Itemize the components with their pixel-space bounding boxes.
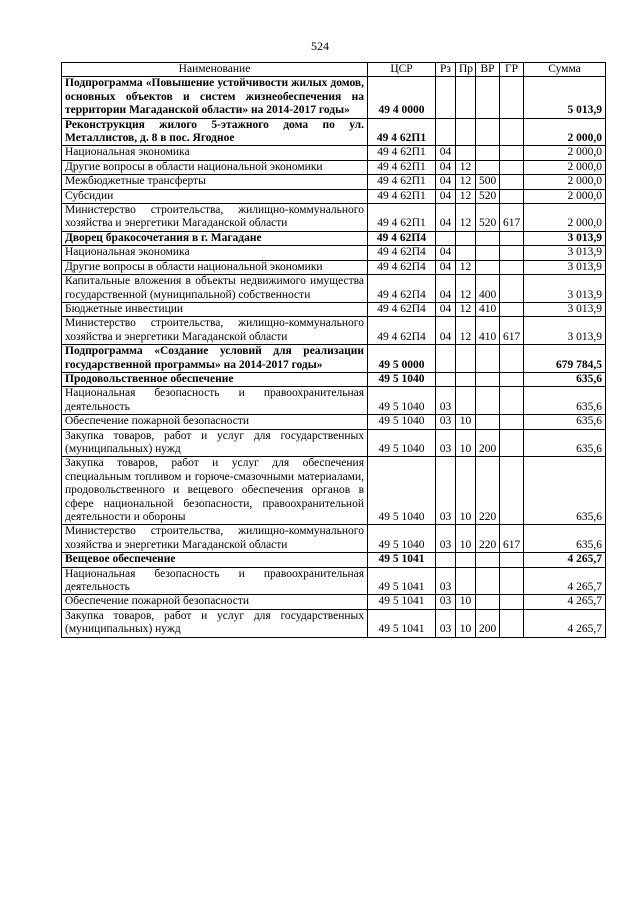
cell-name: Национальная безопасность и правоохранительная деятельность [62, 567, 368, 595]
cell-code: 49 5 1041 [368, 567, 436, 595]
table-row [62, 429, 606, 457]
table-row [62, 275, 606, 303]
cell-sum: 5 013,9 [524, 77, 606, 118]
cell-pr: 10 [456, 595, 476, 609]
cell-sum: 635,6 [524, 415, 606, 429]
cell-vr [476, 595, 500, 609]
cell-vr [476, 146, 500, 160]
cell-sum: 4 265,7 [524, 553, 606, 567]
cell-code: 49 5 1041 [368, 609, 436, 637]
cell-gr [500, 567, 524, 595]
cell-vr [476, 160, 500, 174]
cell-pr: 12 [456, 204, 476, 232]
cell-rz [436, 118, 456, 146]
cell-gr [500, 415, 524, 429]
cell-sum: 2 000,0 [524, 204, 606, 232]
cell-code: 49 4 62П4 [368, 231, 436, 245]
cell-code: 49 4 62П1 [368, 189, 436, 203]
cell-name: Межбюджетные трансферты [62, 175, 368, 189]
cell-name: Закупка товаров, работ и услуг для государственных (муниципальных) нужд [62, 609, 368, 637]
cell-code: 49 4 62П4 [368, 246, 436, 260]
cell-name: Вещевое обеспечение [62, 553, 368, 567]
cell-gr [500, 231, 524, 245]
cell-rz: 04 [436, 317, 456, 345]
cell-gr [500, 77, 524, 118]
table-row [62, 415, 606, 429]
cell-pr: 12 [456, 160, 476, 174]
cell-gr [500, 372, 524, 386]
cell-name: Другие вопросы в области национальной экономики [62, 260, 368, 274]
cell-name: Реконструкция жилого 5-этажного дома по ул. Металлистов, д. 8 в пос. Ягодное [62, 118, 368, 146]
cell-vr: 200 [476, 429, 500, 457]
cell-vr [476, 231, 500, 245]
cell-sum: 635,6 [524, 525, 606, 553]
cell-sum: 635,6 [524, 387, 606, 415]
table-row [62, 77, 606, 118]
cell-name: Подпрограмма «Повышение устойчивости жилых домов, основных объектов и систем жизнеобеспечения на территории Магаданской области» на 2014-2017 годы» [62, 77, 368, 118]
table-row [62, 372, 606, 386]
cell-vr: 520 [476, 204, 500, 232]
cell-code: 49 5 1040 [368, 415, 436, 429]
cell-vr [476, 260, 500, 274]
cell-name: Обеспечение пожарной безопасности [62, 595, 368, 609]
header-vr: ВР [476, 63, 500, 77]
cell-rz [436, 345, 456, 373]
cell-code: 49 5 1040 [368, 372, 436, 386]
cell-name: Субсидии [62, 189, 368, 203]
header-code: ЦСР [368, 63, 436, 77]
cell-gr [500, 189, 524, 203]
cell-code: 49 4 62П4 [368, 302, 436, 316]
cell-sum: 3 013,9 [524, 260, 606, 274]
cell-pr: 10 [456, 457, 476, 525]
cell-rz: 04 [436, 189, 456, 203]
cell-code: 49 4 0000 [368, 77, 436, 118]
table-row [62, 553, 606, 567]
cell-name: Продовольственное обеспечение [62, 372, 368, 386]
table-row [62, 189, 606, 203]
cell-gr [500, 553, 524, 567]
cell-name: Закупка товаров, работ и услуг для обеспечения специальным топливом и горюче-смазочными материалами, продовольственного и вещевого обеспечения органов в сфере национальной безопасности, правоохранительной деятельности и обороны [62, 457, 368, 525]
cell-vr [476, 118, 500, 146]
cell-gr [500, 609, 524, 637]
cell-gr [500, 175, 524, 189]
cell-gr [500, 260, 524, 274]
cell-code: 49 4 62П4 [368, 275, 436, 303]
cell-gr: 617 [500, 317, 524, 345]
cell-code: 49 4 62П1 [368, 118, 436, 146]
cell-pr [456, 345, 476, 373]
cell-code: 49 5 1041 [368, 553, 436, 567]
cell-vr: 220 [476, 457, 500, 525]
cell-gr [500, 302, 524, 316]
cell-code: 49 5 1040 [368, 457, 436, 525]
cell-gr: 617 [500, 525, 524, 553]
cell-sum: 2 000,0 [524, 146, 606, 160]
cell-sum: 679 784,5 [524, 345, 606, 373]
cell-name: Обеспечение пожарной безопасности [62, 415, 368, 429]
cell-rz: 04 [436, 160, 456, 174]
cell-pr [456, 553, 476, 567]
cell-name: Закупка товаров, работ и услуг для государственных (муниципальных) нужд [62, 429, 368, 457]
cell-vr: 400 [476, 275, 500, 303]
cell-gr: 617 [500, 204, 524, 232]
cell-sum: 4 265,7 [524, 595, 606, 609]
cell-rz: 03 [436, 415, 456, 429]
page-number: 524 [311, 39, 329, 53]
cell-rz: 04 [436, 204, 456, 232]
cell-sum: 2 000,0 [524, 118, 606, 146]
cell-vr: 500 [476, 175, 500, 189]
cell-code: 49 5 1040 [368, 525, 436, 553]
cell-name: Министерство строительства, жилищно-коммунального хозяйства и энергетики Магаданской области [62, 204, 368, 232]
cell-gr [500, 457, 524, 525]
cell-vr: 410 [476, 317, 500, 345]
table-row [62, 118, 606, 146]
cell-pr: 10 [456, 609, 476, 637]
table-row [62, 345, 606, 373]
cell-name: Бюджетные инвестиции [62, 302, 368, 316]
cell-rz [436, 553, 456, 567]
cell-gr [500, 595, 524, 609]
cell-code: 49 4 62П1 [368, 160, 436, 174]
budget-table [61, 62, 606, 638]
cell-vr [476, 553, 500, 567]
cell-sum: 3 013,9 [524, 302, 606, 316]
cell-pr: 12 [456, 189, 476, 203]
header-pr: Пр [456, 63, 476, 77]
table-row [62, 595, 606, 609]
cell-sum: 635,6 [524, 457, 606, 525]
cell-vr [476, 345, 500, 373]
cell-pr [456, 387, 476, 415]
cell-rz: 03 [436, 429, 456, 457]
cell-gr [500, 246, 524, 260]
cell-sum: 2 000,0 [524, 189, 606, 203]
cell-pr: 12 [456, 302, 476, 316]
cell-rz: 03 [436, 457, 456, 525]
cell-sum: 3 013,9 [524, 275, 606, 303]
cell-name: Капитальные вложения в объекты недвижимого имущества государственной (муниципальной) собственности [62, 275, 368, 303]
cell-name: Подпрограмма «Создание условий для реализации государственной программы» на 2014-2017 годы» [62, 345, 368, 373]
cell-rz: 03 [436, 525, 456, 553]
cell-vr [476, 567, 500, 595]
table-row [62, 302, 606, 316]
cell-pr: 12 [456, 317, 476, 345]
header-rz: Рз [436, 63, 456, 77]
table-row [62, 204, 606, 232]
table-row [62, 387, 606, 415]
cell-vr: 220 [476, 525, 500, 553]
cell-rz: 03 [436, 387, 456, 415]
cell-gr [500, 146, 524, 160]
cell-gr [500, 387, 524, 415]
cell-pr [456, 372, 476, 386]
cell-name: Национальная экономика [62, 246, 368, 260]
cell-sum: 4 265,7 [524, 609, 606, 637]
cell-code: 49 4 62П4 [368, 260, 436, 274]
cell-vr [476, 387, 500, 415]
table-row [62, 160, 606, 174]
cell-sum: 2 000,0 [524, 160, 606, 174]
header-sum: Сумма [524, 63, 606, 77]
cell-sum: 2 000,0 [524, 175, 606, 189]
cell-rz [436, 231, 456, 245]
cell-pr: 10 [456, 415, 476, 429]
cell-sum: 635,6 [524, 372, 606, 386]
cell-gr [500, 118, 524, 146]
cell-code: 49 5 1041 [368, 595, 436, 609]
cell-gr [500, 275, 524, 303]
cell-sum: 3 013,9 [524, 246, 606, 260]
table-row [62, 457, 606, 525]
cell-pr: 10 [456, 525, 476, 553]
table-row [62, 525, 606, 553]
cell-rz [436, 77, 456, 118]
cell-rz: 04 [436, 302, 456, 316]
cell-rz: 04 [436, 275, 456, 303]
cell-pr [456, 567, 476, 595]
table-row [62, 231, 606, 245]
cell-code: 49 4 62П1 [368, 146, 436, 160]
cell-pr [456, 246, 476, 260]
cell-vr: 200 [476, 609, 500, 637]
cell-name: Другие вопросы в области национальной экономики [62, 160, 368, 174]
cell-vr [476, 415, 500, 429]
table-row [62, 609, 606, 637]
cell-code: 49 4 62П4 [368, 317, 436, 345]
cell-vr: 410 [476, 302, 500, 316]
cell-name: Министерство строительства, жилищно-коммунального хозяйства и энергетики Магаданской области [62, 525, 368, 553]
table-row [62, 246, 606, 260]
cell-gr [500, 345, 524, 373]
table-row [62, 146, 606, 160]
cell-pr: 10 [456, 429, 476, 457]
cell-code: 49 4 62П1 [368, 204, 436, 232]
cell-code: 49 5 0000 [368, 345, 436, 373]
cell-name: Дворец бракосочетания в г. Магадане [62, 231, 368, 245]
table-row [62, 567, 606, 595]
cell-sum: 3 013,9 [524, 231, 606, 245]
cell-code: 49 5 1040 [368, 387, 436, 415]
cell-gr [500, 160, 524, 174]
cell-pr: 12 [456, 275, 476, 303]
cell-name: Национальная экономика [62, 146, 368, 160]
cell-pr [456, 118, 476, 146]
header-gr: ГР [500, 63, 524, 77]
cell-vr [476, 246, 500, 260]
table-row [62, 317, 606, 345]
cell-code: 49 4 62П1 [368, 175, 436, 189]
cell-pr [456, 77, 476, 118]
cell-vr [476, 372, 500, 386]
cell-pr: 12 [456, 175, 476, 189]
cell-rz: 04 [436, 175, 456, 189]
cell-name: Национальная безопасность и правоохранительная деятельность [62, 387, 368, 415]
cell-sum: 4 265,7 [524, 567, 606, 595]
cell-sum: 635,6 [524, 429, 606, 457]
table-row [62, 175, 606, 189]
table-row [62, 260, 606, 274]
cell-rz: 03 [436, 567, 456, 595]
cell-sum: 3 013,9 [524, 317, 606, 345]
cell-gr [500, 429, 524, 457]
cell-rz: 04 [436, 246, 456, 260]
cell-rz: 03 [436, 595, 456, 609]
cell-name: Министерство строительства, жилищно-коммунального хозяйства и энергетики Магаданской области [62, 317, 368, 345]
cell-pr: 12 [456, 260, 476, 274]
cell-rz [436, 372, 456, 386]
header-name: Наименование [62, 63, 368, 77]
cell-rz: 04 [436, 146, 456, 160]
cell-code: 49 5 1040 [368, 429, 436, 457]
cell-rz: 04 [436, 260, 456, 274]
cell-vr [476, 77, 500, 118]
table-header-row [62, 63, 606, 77]
cell-pr [456, 146, 476, 160]
cell-rz: 03 [436, 609, 456, 637]
cell-vr: 520 [476, 189, 500, 203]
cell-pr [456, 231, 476, 245]
